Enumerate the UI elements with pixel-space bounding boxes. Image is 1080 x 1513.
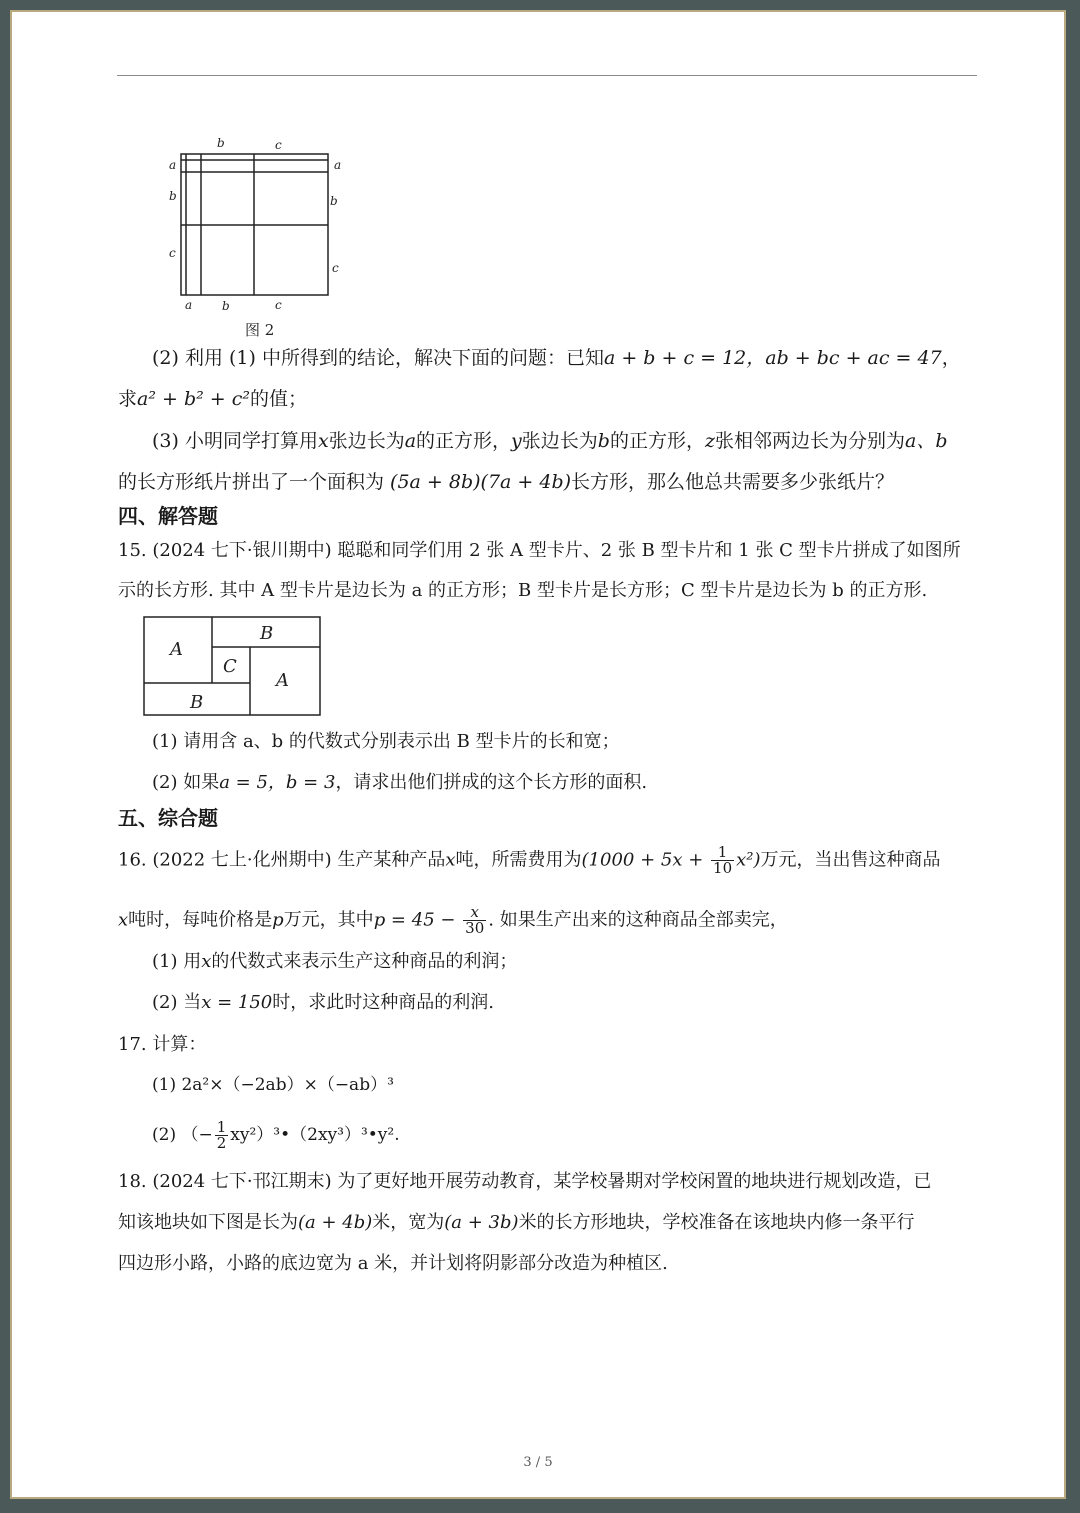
q3-text: 的正方形，: [416, 430, 512, 452]
q16-frac1-num: 1: [711, 845, 734, 861]
q17-frac-num: 1: [216, 1118, 227, 1136]
q2-expression: a² + b² + c²: [137, 388, 250, 410]
q16-line2: [118, 905, 788, 936]
card-c: C: [223, 656, 237, 677]
q2-tail: ，: [941, 347, 961, 369]
q16-p2-text: (2) 当: [152, 992, 202, 1013]
q18-text: 知该地块如下图是长为: [118, 1212, 298, 1233]
q17-part2: [152, 1120, 400, 1151]
fig2-bottom-label-c: c: [275, 298, 282, 312]
q16-p2-equation: x = 150: [201, 992, 273, 1013]
q16-p1-text: (1) 用: [152, 951, 202, 972]
q18-length: (a + 4b): [298, 1212, 373, 1233]
fig2-right-label-a: a: [334, 158, 342, 172]
fig2-left-label-c: c: [169, 246, 176, 260]
fig2-right-label-c: c: [332, 261, 339, 275]
q16-fraction-x-30: [463, 905, 486, 936]
q18-text: 米，宽为: [372, 1212, 445, 1233]
q17-p2-text: xy²）³•（2xy³）³•y².: [230, 1125, 400, 1145]
q16-text: 吨时，每吨价格是: [128, 909, 273, 931]
card-a-bottom-right: A: [276, 670, 289, 691]
q15-p2-text: (2) 如果: [152, 772, 220, 793]
q16-text: 万元，当出售这种商品: [760, 849, 941, 871]
q17-part1: (1) 2a²×（−2ab）×（−ab）³: [152, 1075, 394, 1095]
q14-part2-line1: [152, 345, 961, 371]
q15-p2-text: ，请求出他们拼成的这个长方形的面积.: [335, 772, 648, 793]
q16-p: p: [272, 909, 284, 931]
header-rule: [117, 75, 977, 76]
section-heading-5: 五、综合题: [118, 806, 218, 830]
q15-line1: 15. (2024 七下·银川期中) 聪聪和同学们用 2 张 A 型卡片、2 张 B 型卡片和 1 张 C 型卡片拼成了如图所: [118, 540, 961, 561]
q2-ask: 求: [118, 388, 138, 410]
q18-line1: 18. (2024 七下·邗江期末) 为了更好地开展劳动教育，某学校暑期对学校闲置的地块进行规划改造，已: [118, 1171, 932, 1192]
q15-part1: (1) 请用含 a、b 的代数式分别表示出 B 型卡片的长和宽；: [152, 731, 620, 752]
q3-text: 张边长为: [521, 430, 598, 452]
q16-text: . 如果生产出来的这种商品全部卖完，: [488, 909, 788, 931]
q2-text: (2) 利用 (1) 中所得到的结论，解决下面的问题：已知: [152, 347, 604, 369]
q16-cost-part1: (1000 + 5x +: [581, 849, 710, 871]
fig2-left-label-b: b: [169, 189, 177, 203]
q3-area-expression: (5a + 8b)(7a + 4b): [390, 471, 572, 493]
q16-p2-text: 时，求此时这种商品的利润.: [272, 992, 494, 1013]
q14-part3-line1: [152, 428, 948, 454]
q18-line3: 四边形小路，小路的底边宽为 a 米，并计划将阴影部分改造为种植区.: [118, 1253, 668, 1274]
q3-a: a: [404, 430, 417, 452]
q3-text: (3) 小明同学打算用: [152, 430, 318, 452]
cards-figure: [142, 615, 324, 719]
document-page: [10, 10, 1066, 1499]
card-b-top-right: B: [260, 623, 274, 644]
q17-fraction-1-2: [215, 1120, 229, 1151]
q15-part2: [152, 770, 647, 796]
q3-z: z: [704, 430, 715, 452]
q2-ask-tail: 的值；: [250, 388, 308, 410]
q16-p1-text: 的代数式来表示生产这种商品的利润；: [211, 951, 518, 972]
fig2-right-label-b: b: [330, 194, 338, 208]
q15-p2-equation: a = 5，b = 3: [219, 772, 336, 793]
q3-text: 的长方形纸片拼出了一个面积为: [118, 471, 391, 493]
q16-frac1-den: 10: [713, 859, 733, 877]
q16-cost-part2: x²): [736, 849, 761, 871]
q16-x: x: [118, 909, 129, 931]
q16-frac2-den: 30: [465, 919, 485, 937]
q16-text: 吨，所需费用为: [455, 849, 582, 871]
q2-equation: a + b + c = 12，ab + bc + ac = 47: [603, 347, 942, 369]
q14-part3-line2: [118, 469, 894, 495]
q17-p2-text: (2) （−: [152, 1125, 213, 1145]
section-heading-4: 四、解答题: [118, 504, 218, 528]
q3-text: 长方形，那么他总共需要多少张纸片？: [571, 471, 895, 493]
q17-frac-den: 2: [216, 1134, 227, 1152]
q3-b: b: [597, 430, 610, 452]
q3-text: 张相邻两边长为分别为: [715, 430, 906, 452]
q16-text: 万元，其中: [283, 909, 374, 931]
q16-part2: [152, 990, 494, 1016]
q18-text: 米的长方形地块，学校准备在该地块内修一条平行: [518, 1212, 915, 1233]
q16-p1-x: x: [201, 951, 212, 972]
q16-price-equation: p = 45 −: [373, 909, 462, 931]
fig2-caption: 图 2: [245, 321, 275, 339]
q18-line2: [118, 1210, 915, 1236]
q3-ab: a、b: [905, 430, 948, 452]
q16-line1: [118, 845, 941, 876]
fig2-top-label-c: c: [275, 138, 282, 152]
q16-part1: [152, 949, 517, 975]
card-b-bottom-left: B: [190, 692, 204, 713]
fig2-top-label-b: b: [217, 136, 225, 150]
fig2-left-label-a: a: [169, 158, 177, 172]
page-number: 3 / 5: [523, 1455, 553, 1470]
fig2-bottom-label-b: b: [222, 299, 230, 313]
card-a-top-left: A: [170, 639, 183, 660]
q16-frac2-num: x: [463, 905, 486, 921]
q16-text: 16. (2022 七上·化州期中) 生产某种产品: [118, 849, 446, 871]
q3-text: 张边长为: [328, 430, 405, 452]
q3-x: x: [317, 430, 329, 452]
q3-y: y: [511, 430, 522, 452]
q14-part2-line2: [118, 386, 307, 412]
q16-fraction-1-10: [711, 845, 734, 876]
q3-text: 的正方形，: [609, 430, 705, 452]
fig2-bottom-label-a: a: [185, 298, 193, 312]
q16-x: x: [445, 849, 456, 871]
q15-line2: 示的长方形. 其中 A 型卡片是边长为 a 的正方形；B 型卡片是长方形；C 型卡片是边长为 b 的正方形.: [118, 580, 928, 601]
q17-title: 17. 计算：: [118, 1034, 207, 1055]
q18-width: (a + 3b): [444, 1212, 519, 1233]
figure-2: [157, 127, 357, 342]
